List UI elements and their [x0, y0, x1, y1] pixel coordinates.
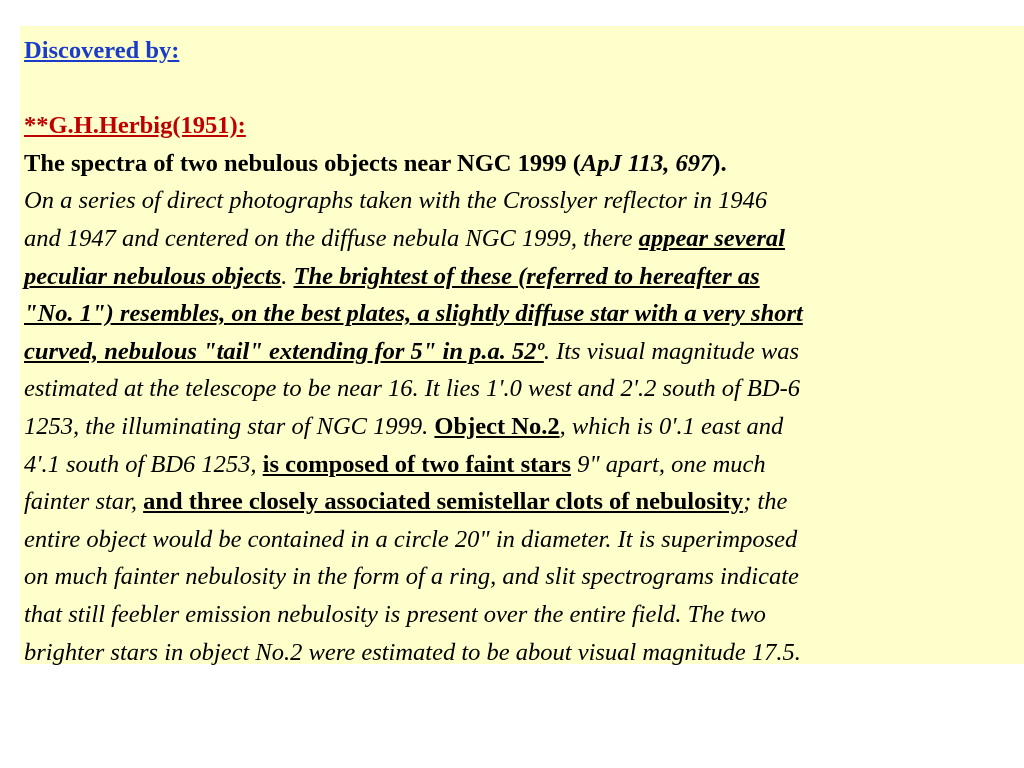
line-8 [24, 295, 1024, 333]
paper-title-end: ). [712, 149, 727, 177]
highlight-text: curved, nebulous "tail" extending for 5" in p.a. 52º [24, 337, 544, 365]
line-6 [24, 220, 1024, 258]
line-17 [24, 634, 1024, 672]
line-4 [24, 145, 1024, 183]
body-text: , which is 0'.1 east and [559, 412, 784, 440]
body-text: 9" apart, one much [570, 450, 766, 478]
line-5 [24, 182, 1024, 220]
body-text: ; the [743, 488, 788, 516]
paper-title: The spectra of two nebulous objects near NGC 1999 ( [24, 149, 581, 177]
highlight-text: peculiar nebulous objects [24, 262, 282, 290]
highlight-text: and three closely associated semistellar clots of nebulosity [143, 488, 744, 516]
line-7 [24, 258, 1024, 296]
line-1 [24, 32, 1024, 70]
highlight-text: is composed of two faint stars [262, 450, 571, 478]
paper-reference: ApJ 113, 697 [580, 149, 713, 177]
line-13 [24, 483, 1024, 521]
highlight-text: "No. 1") resembles, on the best plates, a slightly diffuse star with a very short [24, 300, 803, 328]
body-text: that still feebler emission nebulosity is present over the entire field. The two [24, 600, 766, 628]
body-text: 1253, the illuminating star of NGC 1999. [24, 412, 435, 440]
line-10 [24, 370, 1024, 408]
body-text: . [281, 262, 294, 290]
highlight-text: appear several [638, 224, 785, 252]
slide-panel [20, 26, 1024, 664]
body-text: brighter stars in object No.2 were estimated to be about visual magnitude 17.5. [24, 638, 801, 666]
blank-line [24, 70, 1024, 108]
line-14 [24, 521, 1024, 559]
text-content [24, 32, 1024, 671]
author-heading: **G.H.Herbig(1951): [24, 112, 246, 140]
object-no2-link: Object No.2 [434, 412, 560, 440]
highlight-text: The brightest of these (referred to hereafter as [293, 262, 760, 290]
body-text: and 1947 and centered on the diffuse nebula NGC 1999, there [24, 224, 639, 252]
body-text: entire object would be contained in a circle 20" in diameter. It is superimposed [24, 525, 798, 553]
line-11 [24, 408, 1024, 446]
line-3 [24, 107, 1024, 145]
body-text: . Its visual magnitude was [543, 337, 800, 365]
body-text: On a series of direct photographs taken with the Crosslyer reflector in 1946 [24, 187, 768, 215]
body-text: estimated at the telescope to be near 16. It lies 1'.0 west and 2'.2 south of BD-6 [24, 375, 800, 403]
line-12 [24, 446, 1024, 484]
discovered-by-heading: Discovered by: [24, 37, 180, 64]
body-text: 4'.1 south of BD6 1253, [24, 450, 263, 478]
line-15 [24, 558, 1024, 596]
line-16 [24, 596, 1024, 634]
body-text: fainter star, [24, 488, 144, 516]
body-text: on much fainter nebulosity in the form of a ring, and slit spectrograms indicate [24, 563, 799, 591]
line-9 [24, 333, 1024, 371]
